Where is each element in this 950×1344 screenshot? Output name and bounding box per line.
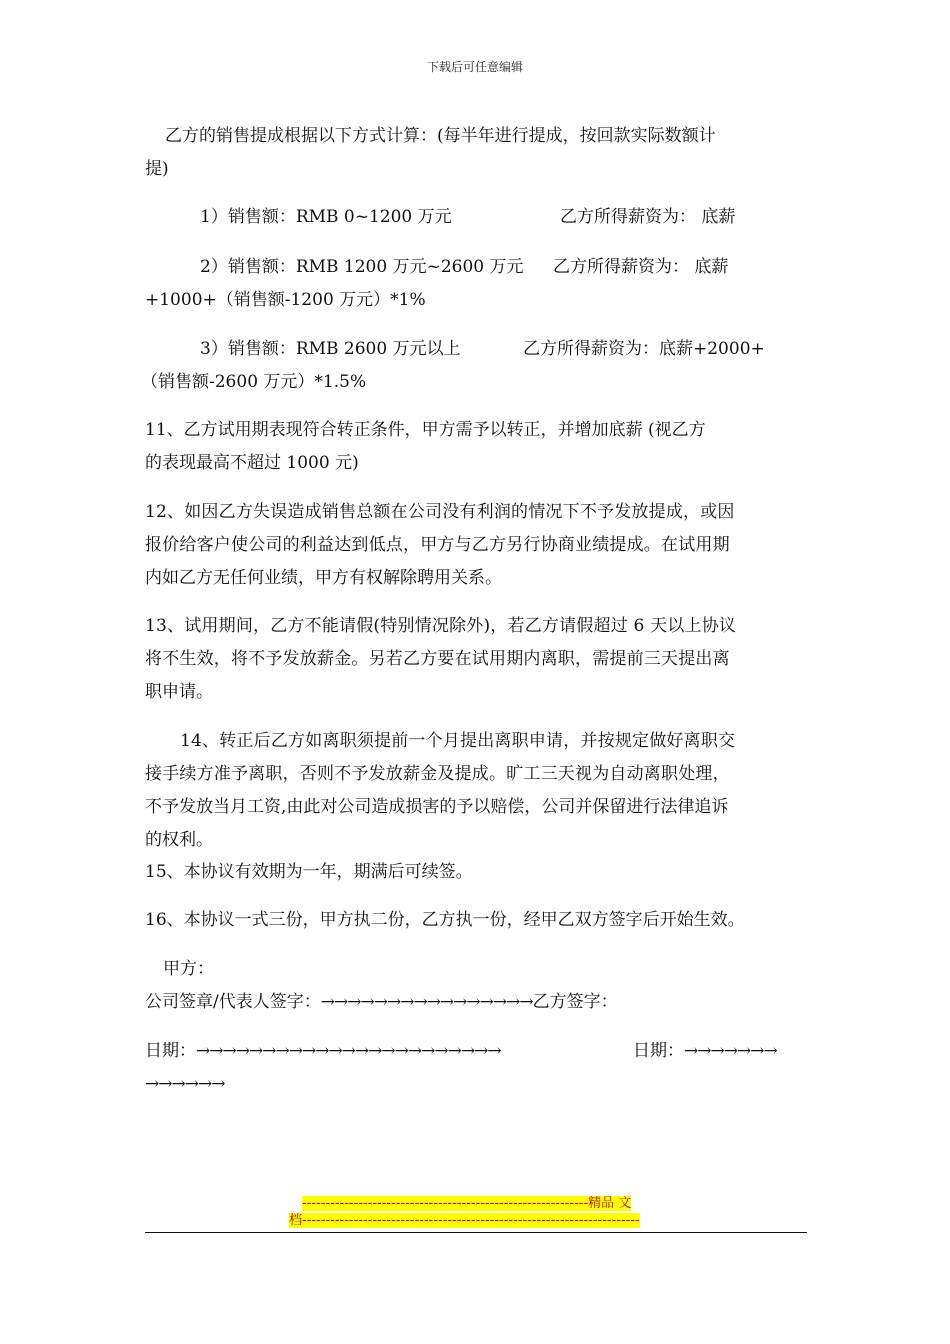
footer-rule xyxy=(145,1232,807,1233)
footer-line-2: 档------------------------------------------------------------------------ xyxy=(289,1213,640,1228)
clause-12-line-3: 内如乙方无任何业绩，甲方有权解除聘用关系。 xyxy=(145,568,502,588)
page-header: 下载后可任意编辑 xyxy=(426,60,523,74)
date-b-blank-1: →→→→→→→ xyxy=(684,1041,777,1061)
tier1-sales: 1）销售额：RMB 0~1200 万元 xyxy=(200,207,452,227)
clause-13-line-3: 职申请。 xyxy=(145,682,213,702)
intro-line-2: 提) xyxy=(145,159,169,179)
tier3-salary: 乙方所得薪资为：底薪+2000+ xyxy=(523,339,765,359)
tier2-formula: +1000+（销售额-1200 万元）*1% xyxy=(145,290,426,310)
footer-watermark xyxy=(0,1195,950,1229)
intro-line-1: 乙方的销售提成根据以下方式计算：(每半年进行提成，按回款实际数额计 xyxy=(165,126,716,146)
tier3-formula: （销售额-2600 万元）*1.5% xyxy=(141,372,367,392)
clause-14-line-4: 的权利。 xyxy=(145,830,213,850)
date-b-label: 日期： xyxy=(633,1041,684,1061)
clause-14-line-2: 接手续方准予离职，否则不予发放薪金及提成。旷工三天视为自动离职处理， xyxy=(145,764,730,784)
clause-14-line-3: 不予发放当月工资,由此对公司造成损害的予以赔偿，公司并保留进行法律追诉 xyxy=(145,797,729,817)
date-a-blank: →→→→→→→→→→→→→→→→→→→→→→→ xyxy=(196,1041,501,1061)
company-signature-blank: →→→→→→→→→→→→→→→→ xyxy=(320,992,533,1012)
clause-13-line-2: 将不生效，将不予发放薪金。另若乙方要在试用期内离职，需提前三天提出离 xyxy=(145,649,730,669)
clause-11-line-1: 11、乙方试用期表现符合转正条件，甲方需予以转正，并增加底薪 (视乙方 xyxy=(145,420,706,440)
tier2-salary: 乙方所得薪资为： 底薪 xyxy=(553,257,729,277)
clause-16: 16、本协议一式三份，甲方执二份，乙方执一份，经甲乙双方签字后开始生效。 xyxy=(145,910,745,930)
tier1-salary: 乙方所得薪资为： 底薪 xyxy=(560,207,736,227)
date-b-row xyxy=(633,1039,777,1063)
tier2-sales: 2）销售额：RMB 1200 万元~2600 万元 xyxy=(200,257,524,277)
footer-line-1: -------------------------------------------------------------精品 文 xyxy=(302,1196,632,1211)
party-b-signature-label: 乙方签字： xyxy=(532,992,618,1012)
date-a-row xyxy=(145,1039,501,1063)
clause-15: 15、本协议有效期为一年，期满后可续签。 xyxy=(145,862,473,882)
tier3-sales: 3）销售额：RMB 2600 万元以上 xyxy=(200,339,461,359)
clause-13-line-1: 13、试用期间，乙方不能请假(特别情况除外)，若乙方请假超过 6 天以上协议 xyxy=(145,616,737,636)
clause-12-line-2: 报价给客户使公司的利益达到低点，甲方与乙方另行协商业绩提成。在试用期 xyxy=(145,535,730,555)
party-a-label: 甲方： xyxy=(163,959,214,979)
company-signature-label: 公司签章/代表人签字： xyxy=(145,992,321,1012)
company-signature-row xyxy=(145,990,618,1014)
date-a-label: 日期： xyxy=(145,1041,196,1061)
clause-12-line-1: 12、如因乙方失误造成销售总额在公司没有利润的情况下不予发放提成，或因 xyxy=(145,502,735,522)
clause-14-line-1: 14、转正后乙方如离职须提前一个月提出离职申请，并按规定做好离职交 xyxy=(180,731,736,751)
date-b-blank-2: →→→→→→ xyxy=(145,1074,225,1094)
clause-11-line-2: 的表现最高不超过 1000 元) xyxy=(145,453,359,473)
